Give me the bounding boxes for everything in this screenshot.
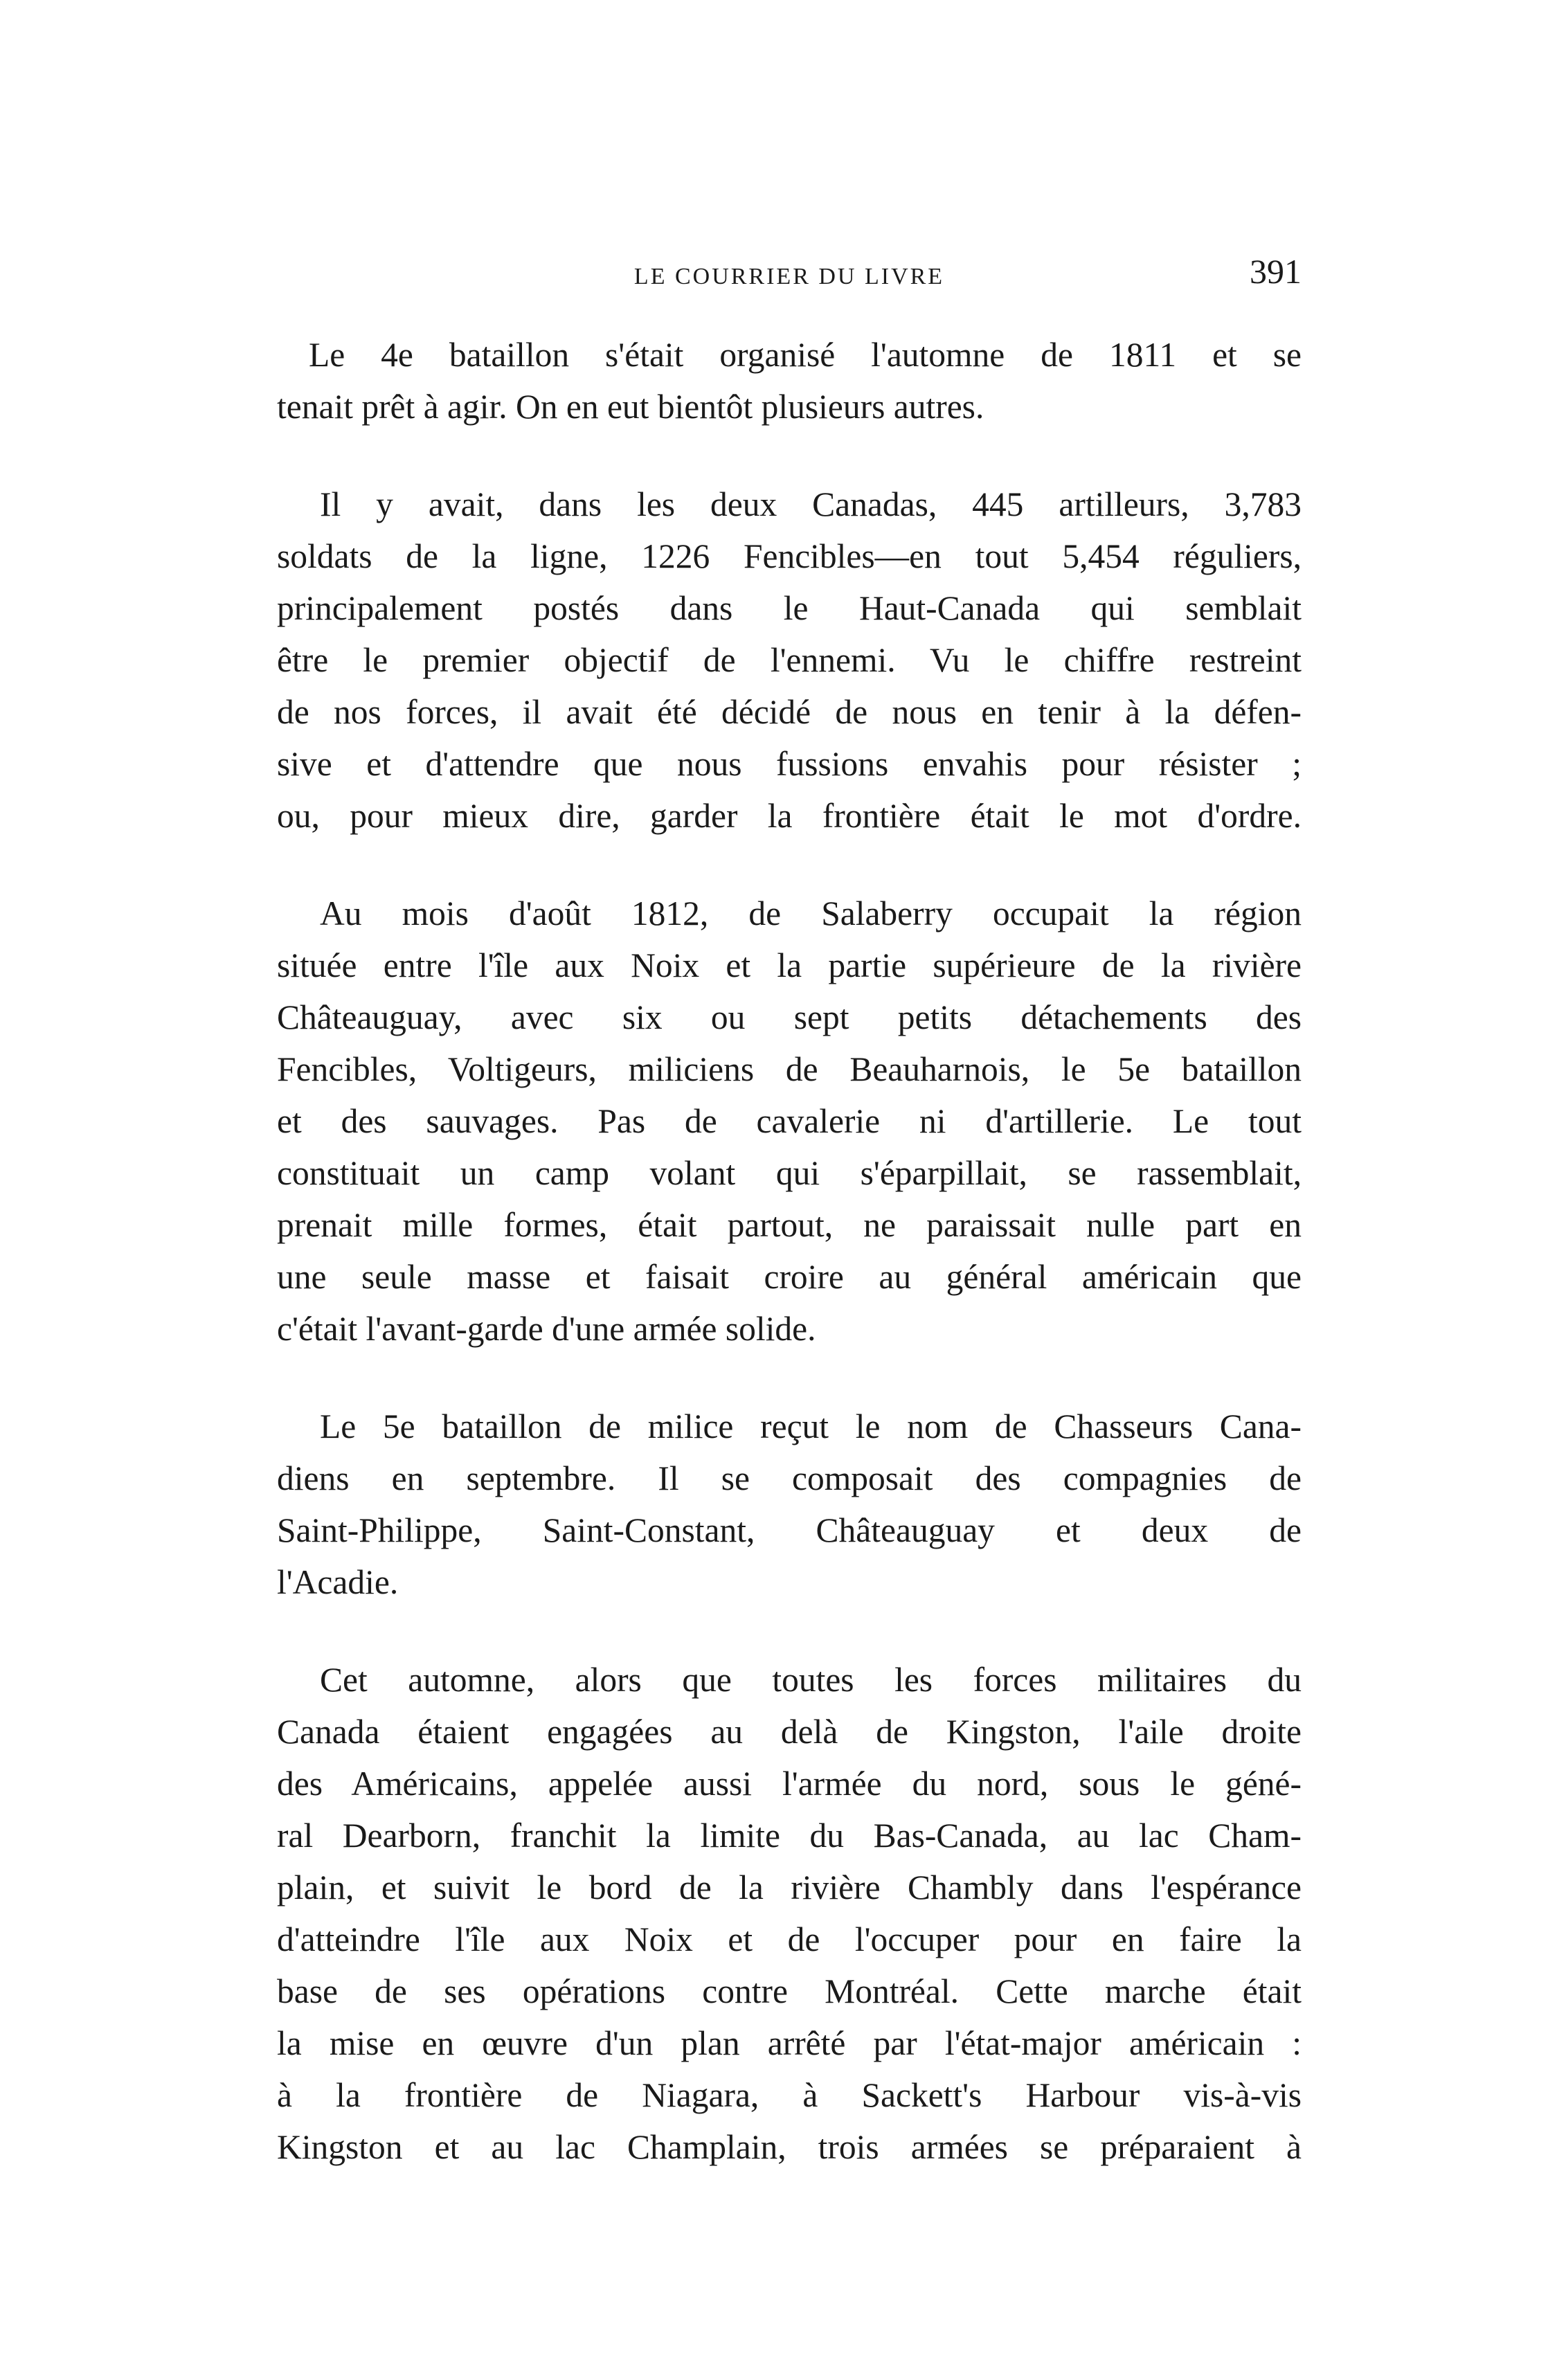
paragraph — [277, 478, 1302, 842]
text-line: située entre l'île aux Noix et la partie supérieure de la rivière — [277, 946, 1302, 984]
text-line: Saint-Philippe, Saint-Constant, Châteauguay et deux de — [277, 1511, 1302, 1549]
text-line: tenait prêt à agir. On en eut bientôt plusieurs autres. — [277, 388, 984, 426]
text-line: Kingston et au lac Champlain, trois armées se préparaient à — [277, 2128, 1302, 2166]
paragraph — [277, 329, 1302, 433]
page-number: 391 — [1250, 252, 1302, 291]
paragraph — [277, 1654, 1302, 2173]
text-line: constituait un camp volant qui s'éparpillait, se rassemblait, — [277, 1154, 1302, 1192]
text-line: et des sauvages. Pas de cavalerie ni d'artillerie. Le tout — [277, 1102, 1302, 1140]
text-line: une seule masse et faisait croire au général américain que — [277, 1258, 1302, 1296]
text-line: diens en septembre. Il se composait des compagnies de — [277, 1459, 1302, 1497]
text-line: Le 4e bataillon s'était organisé l'automne de 1811 et se — [309, 336, 1302, 374]
text-line: base de ses opérations contre Montréal. Cette marche était — [277, 1972, 1302, 2010]
text-line: Fencibles, Voltigeurs, miliciens de Beauharnois, le 5e bataillon — [277, 1050, 1302, 1088]
text-line: d'atteindre l'île aux Noix et de l'occuper pour en faire la — [277, 1920, 1302, 1958]
text-line: Il y avait, dans les deux Canadas, 445 artilleurs, 3,783 — [320, 485, 1302, 523]
text-line: Canada étaient engagées au delà de Kingston, l'aile droite — [277, 1713, 1302, 1751]
page-header — [277, 252, 1302, 298]
text-line: Châteauguay, avec six ou sept petits détachements des — [277, 998, 1302, 1036]
text-line: plain, et suivit le bord de la rivière Chambly dans l'espérance — [277, 1868, 1302, 1906]
body-text — [277, 329, 1302, 2173]
text-line: c'était l'avant-garde d'une armée solide. — [277, 1310, 816, 1348]
text-line: la mise en œuvre d'un plan arrêté par l'état-major américain : — [277, 2024, 1302, 2062]
text-line: Le 5e bataillon de milice reçut le nom de Chasseurs Cana- — [320, 1407, 1302, 1445]
running-title: LE COURRIER DU LIVRE — [633, 264, 945, 289]
text-line: l'Acadie. — [277, 1563, 399, 1601]
text-line: soldats de la ligne, 1226 Fencibles—en tout 5,454 réguliers, — [277, 537, 1302, 575]
text-line: prenait mille formes, était partout, ne paraissait nulle part en — [277, 1206, 1302, 1244]
text-line: être le premier objectif de l'ennemi. Vu le chiffre restreint — [277, 641, 1302, 679]
text-line: Cet automne, alors que toutes les forces militaires du — [320, 1661, 1302, 1699]
text-line: des Américains, appelée aussi l'armée du nord, sous le géné- — [277, 1765, 1302, 1803]
text-line: ou, pour mieux dire, garder la frontière était le mot d'ordre. — [277, 797, 1302, 835]
text-line: principalement postés dans le Haut-Canada qui semblait — [277, 589, 1302, 627]
text-line: Au mois d'août 1812, de Salaberry occupait la région — [320, 894, 1302, 932]
text-line: sive et d'attendre que nous fussions envahis pour résister ; — [277, 745, 1302, 783]
text-line: de nos forces, il avait été décidé de nous en tenir à la défen- — [277, 693, 1302, 731]
text-line: ral Dearborn, franchit la limite du Bas-Canada, au lac Cham- — [277, 1816, 1302, 1855]
paragraph — [277, 1400, 1302, 1608]
paragraph — [277, 887, 1302, 1355]
text-line: à la frontière de Niagara, à Sackett's Harbour vis-à-vis — [277, 2076, 1302, 2114]
